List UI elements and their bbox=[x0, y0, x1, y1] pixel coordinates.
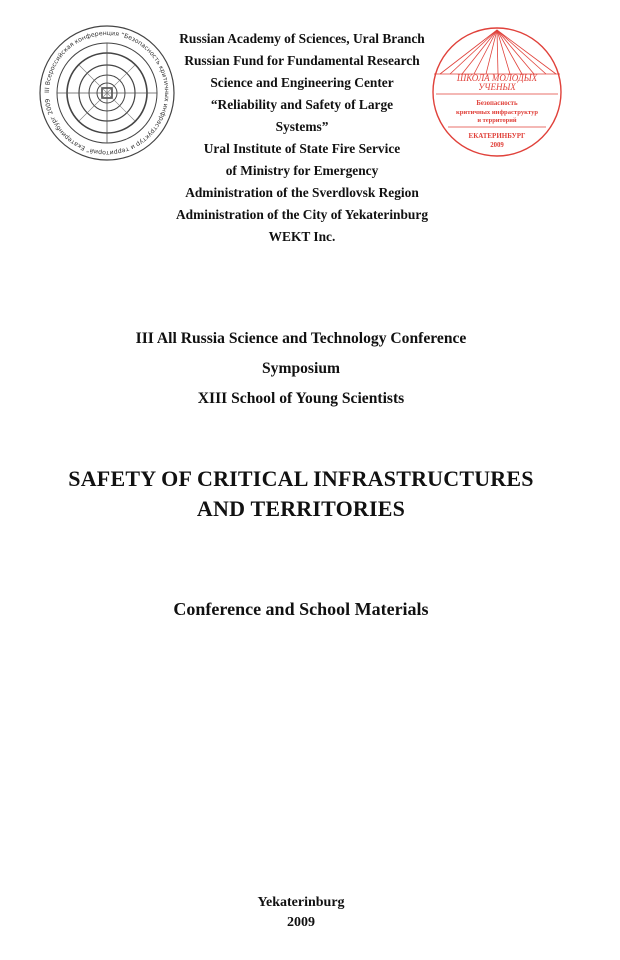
event-lines bbox=[0, 324, 602, 414]
school-name: XIII School of Young Scientists bbox=[197, 390, 405, 407]
imprint bbox=[0, 893, 602, 933]
organization-line: Administration of the City of Yekaterinburg bbox=[175, 207, 429, 222]
school-title-line2: УЧЕНЫХ bbox=[478, 82, 516, 92]
organization-line: Russian Fund for Fundamental Research bbox=[184, 53, 420, 68]
school-emblem-icon bbox=[426, 26, 568, 158]
organization-line: Russian Academy of Sciences, Ural Branch bbox=[179, 31, 425, 46]
organization-line: of Ministry for Emergency bbox=[225, 163, 379, 178]
organization-line: Systems” bbox=[275, 119, 329, 134]
school-title-line1: ШКОЛА МОЛОДЫХ bbox=[456, 73, 538, 83]
organization-line: Administration of the Sverdlovsk Region bbox=[185, 185, 419, 200]
organization-line: Ural Institute of State Fire Service bbox=[203, 141, 401, 156]
organization-line: Science and Engineering Center bbox=[210, 75, 394, 90]
school-year: 2009 bbox=[490, 142, 504, 149]
page-title bbox=[0, 464, 602, 524]
left-logo-ring-text: III Всероссийская конференция “Безопасность критичных инфраструктур и территорий” Екатеринбург 2009 bbox=[43, 29, 171, 157]
title-line1: SAFETY OF CRITICAL INFRASTRUCTURES bbox=[68, 466, 534, 491]
school-topic-line3: и территорий bbox=[477, 117, 517, 124]
school-city: ЕКАТЕРИНБУРГ bbox=[468, 132, 526, 140]
school-topic-line2: критичных инфраструктур bbox=[455, 109, 539, 116]
page-subtitle: Conference and School Materials bbox=[173, 599, 429, 619]
organization-line: “Reliability and Safety of Large bbox=[210, 97, 394, 112]
title-line2: AND TERRITORIES bbox=[196, 496, 406, 521]
imprint-city: Yekaterinburg bbox=[257, 895, 345, 910]
imprint-year: 2009 bbox=[287, 915, 315, 930]
school-topic-line1: Безопасность bbox=[476, 100, 518, 107]
symposium-label: Symposium bbox=[262, 360, 340, 377]
organizations-list bbox=[140, 28, 464, 248]
organization-line: WEKT Inc. bbox=[268, 229, 336, 244]
conference-name: III All Russia Science and Technology Conference bbox=[135, 330, 467, 347]
